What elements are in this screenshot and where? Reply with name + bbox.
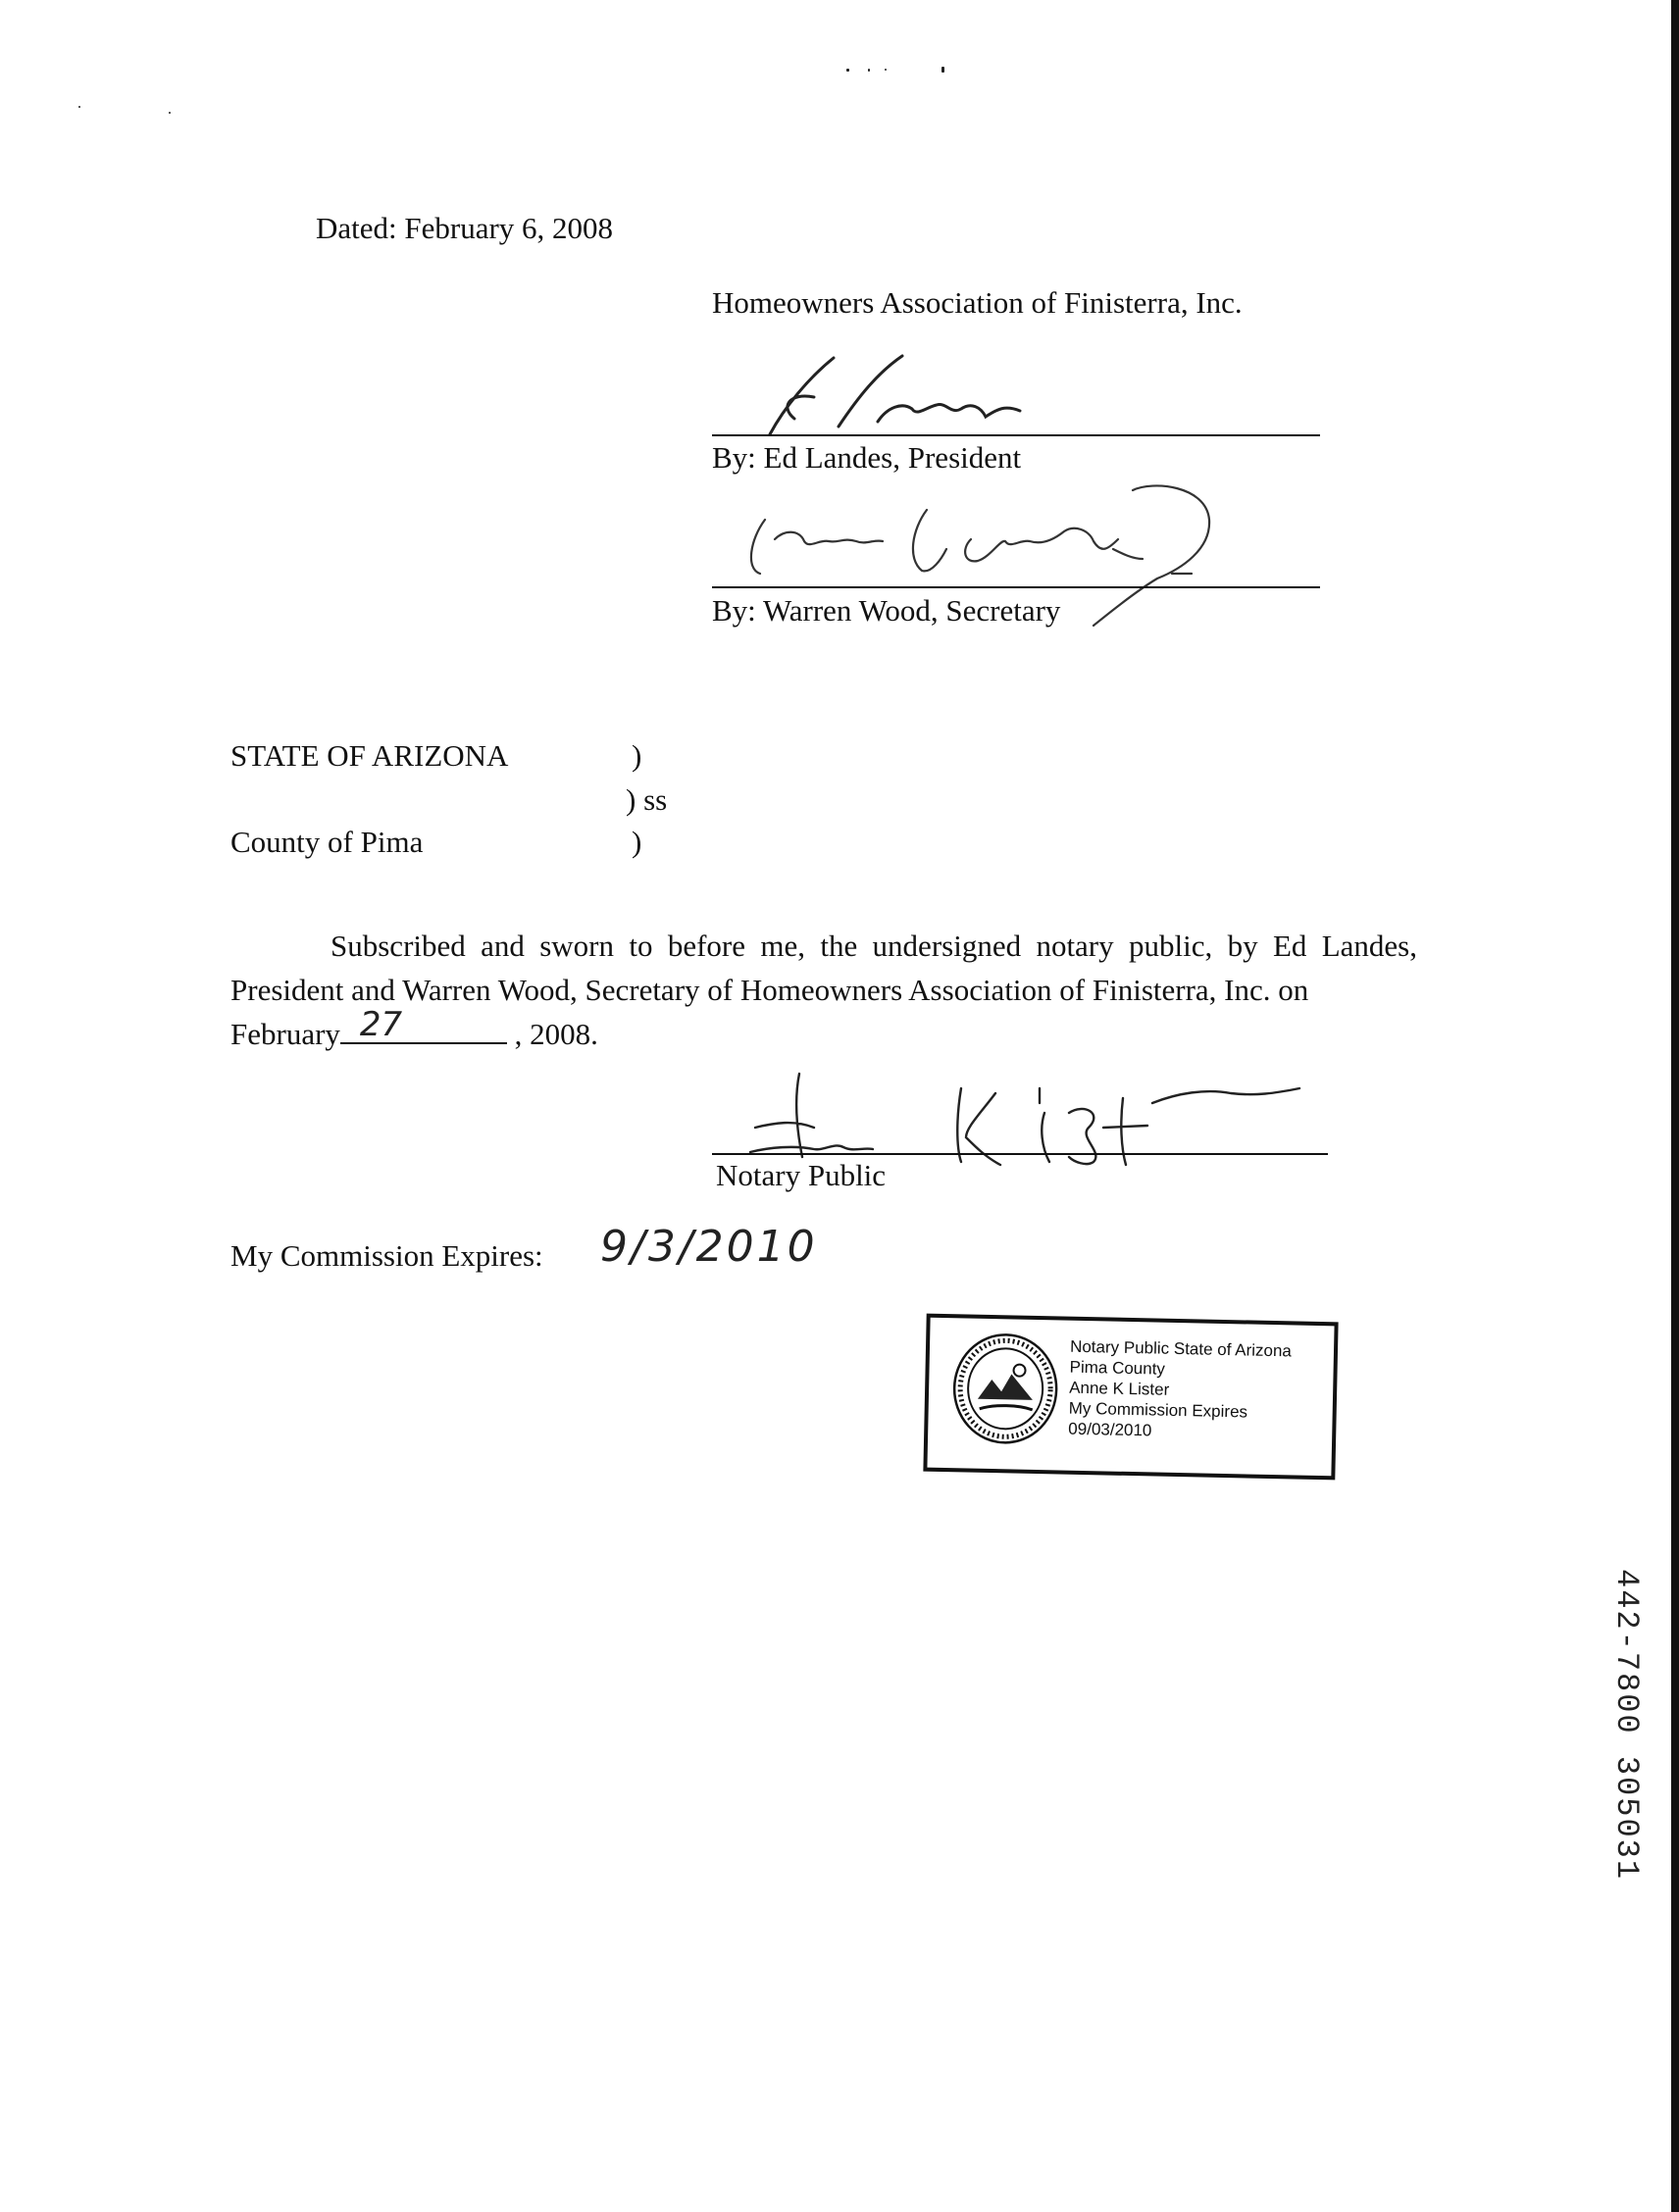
scan-speck [78,106,80,108]
secretary-signature-line [712,586,1320,588]
venue-paren-top: ) [632,738,642,773]
jurat-day-blank [340,1005,507,1044]
jurat-year: , 2008. [514,1017,598,1051]
commission-label: My Commission Expires: [230,1238,543,1273]
scan-edge-border [1671,0,1679,2212]
stamp-line-4: My Commission Expires [1068,1398,1248,1422]
president-signature [740,348,1074,441]
jurat-month: February [230,1017,340,1051]
venue-county: County of Pima [230,825,424,859]
stamp-line-1: Notary Public State of Arizona [1069,1336,1293,1361]
scan-speck [885,69,887,71]
notary-signature-line [712,1153,1328,1155]
president-caption: By: Ed Landes, President [712,440,1022,475]
venue-ss: ) ss [626,782,668,817]
stamp-line-3: Anne K Lister [1068,1378,1170,1399]
secretary-caption: By: Warren Wood, Secretary [712,593,1061,628]
president-signature-line [712,434,1320,436]
venue-state: STATE OF ARIZONA [230,738,509,773]
jurat-text: Subscribed and sworn to before me, the undersigned notary public, by Ed Landes, President and Warren Wood, Secretary of Homeowners Association of Finisterra, Inc. on [230,929,1417,1007]
recording-number: 442-7800 305031 [1608,1569,1645,1882]
stamp-line-2: Pima County [1069,1357,1166,1379]
venue-paren-bottom: ) [632,825,642,859]
state-seal-icon [949,1330,1061,1447]
jurat-paragraph [230,924,1417,1056]
scan-speck [169,112,171,114]
notary-stamp [923,1314,1338,1481]
association-name: Homeowners Association of Finisterra, Inc. [712,285,1243,320]
commission-handwritten-date: 9/3/2010 [600,1222,818,1272]
scan-speck [846,69,849,72]
scan-speck [941,67,944,73]
jurat-day-handwritten: 27 [359,1005,403,1044]
notary-caption: Notary Public [716,1158,887,1192]
dated-line: Dated: February 6, 2008 [316,211,614,245]
stamp-line-5: 09/03/2010 [1068,1419,1152,1440]
scan-speck [868,69,870,72]
